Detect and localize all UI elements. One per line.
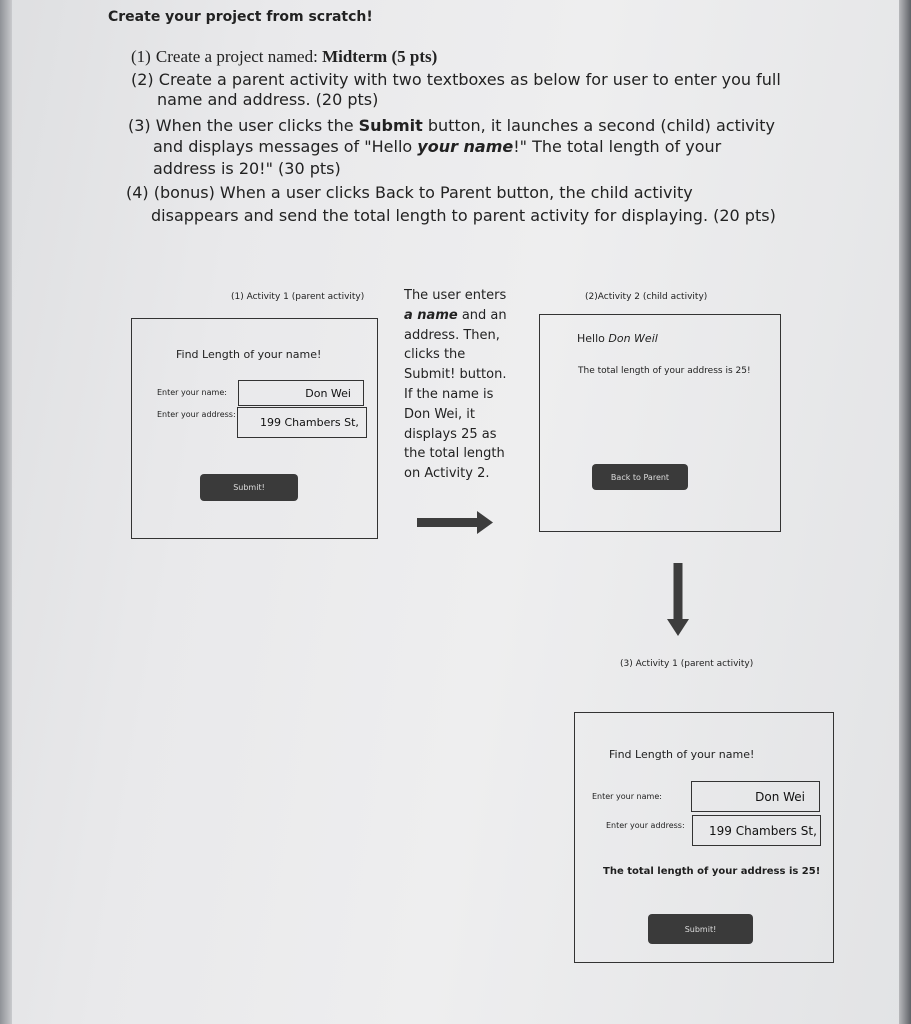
activity2-panel <box>539 314 781 532</box>
instruction-4-line2: disappears and send the total length to parent activity for displaying. (20 pts) <box>151 206 776 225</box>
activity2-total-text: The total length of your address is 25! <box>578 366 751 376</box>
activity1-name-label: Enter your name: <box>157 388 227 397</box>
instruction-4-line1: (4) (bonus) When a user clicks Back to Parent button, the child activity <box>126 183 693 202</box>
activity3-heading: Find Length of your name! <box>609 748 755 761</box>
instruction-1: (1) Create a project named: Midterm (5 pts) <box>131 47 438 66</box>
activity2-caption: (2)Activity 2 (child activity) <box>585 292 708 302</box>
flow-description: The user enters a name and an address. Then, clicks the Submit! button. If the name is Don Wei, it displays 25 as the total length on Activity 2. <box>404 288 507 482</box>
instruction-2-line1: (2) Create a parent activity with two textboxes as below for user to enter you full <box>131 70 781 89</box>
activity3-name-label: Enter your name: <box>592 792 662 801</box>
activity1-address-label: Enter your address: <box>157 410 236 419</box>
paper-right-shadow <box>899 0 911 1024</box>
activity3-submit-button: Submit! <box>648 914 753 944</box>
activity3-caption: (3) Activity 1 (parent activity) <box>620 659 754 669</box>
activity1-heading: Find Length of your name! <box>176 348 322 361</box>
instruction-2-line2: name and address. (20 pts) <box>157 90 379 109</box>
instruction-3-line2: and displays messages of "Hello your name!" The total length of your <box>153 137 722 156</box>
paper-left-shadow <box>0 0 12 1024</box>
activity2-hello: Hello Don Weil <box>577 332 658 345</box>
activity3-address-textbox: 199 Chambers St, <box>692 815 821 846</box>
activity3-address-label: Enter your address: <box>606 821 685 830</box>
activity1-submit-button: Submit! <box>200 474 298 501</box>
arrow-right-icon <box>417 510 495 536</box>
instruction-3-line3: address is 20!" (30 pts) <box>153 159 341 178</box>
activity1-address-textbox: 199 Chambers St, <box>237 407 367 438</box>
arrow-down-icon <box>666 563 690 637</box>
activity1-caption: (1) Activity 1 (parent activity) <box>231 292 365 302</box>
page-heading: Create your project from scratch! <box>108 9 373 25</box>
activity2-back-button: Back to Parent <box>592 464 688 490</box>
activity3-total-text: The total length of your address is 25! <box>603 866 821 877</box>
instruction-3-line1: (3) When the user clicks the Submit button, it launches a second (child) activity <box>128 116 775 135</box>
activity1-name-textbox: Don Wei <box>238 380 364 406</box>
activity3-name-textbox: Don Wei <box>691 781 820 812</box>
